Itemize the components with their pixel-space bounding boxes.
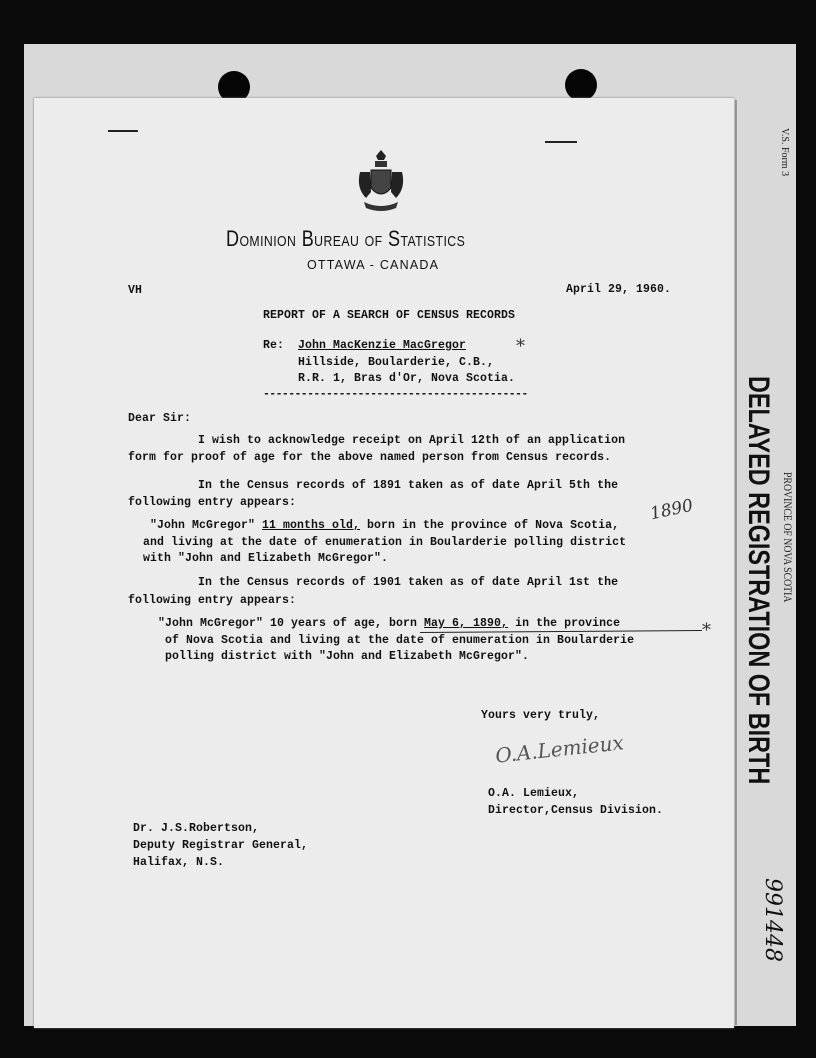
- entry1-line1: [150, 519, 619, 532]
- separator: ------------------------------------------: [263, 388, 528, 401]
- entry2-line2: of Nova Scotia and living at the date of enumeration in Boularderie: [165, 634, 635, 647]
- form-id: V.S. Form 3: [779, 128, 790, 177]
- recipient-line2: Deputy Registrar General,: [133, 839, 309, 852]
- re-address-2: R.R. 1, Bras d'Or, Nova Scotia.: [298, 372, 516, 385]
- signature: O.A.Lemieux: [494, 730, 625, 768]
- fold-mark: [545, 141, 577, 143]
- entry2-line1: [158, 617, 620, 630]
- para3-line1: In the Census records of 1901 taken as of date April 1st the: [198, 576, 619, 589]
- entry1-text: "John McGregor": [150, 519, 263, 532]
- re-address-1: Hillside, Boularderie, C.B.,: [298, 356, 495, 369]
- fold-mark: [108, 130, 138, 132]
- entry2-line3: polling district with "John and Elizabeth McGregor".: [165, 650, 530, 663]
- para2-line2: following entry appears:: [128, 496, 297, 509]
- entry2-text: in the province: [508, 617, 621, 630]
- entry1-age: 11 months old,: [262, 519, 361, 532]
- entry2-birthdate: May 6, 1890,: [424, 617, 509, 630]
- coat-of-arms-icon: [356, 148, 406, 218]
- letterhead-title: Dominion Bureau of Statistics: [226, 226, 466, 251]
- punch-hole: [565, 69, 597, 101]
- entry1-text: born in the province of Nova Scotia,: [360, 519, 620, 532]
- closing: Yours very truly,: [481, 709, 601, 722]
- recipient-line1: Dr. J.S.Robertson,: [133, 822, 260, 835]
- year-note: 1890: [648, 495, 695, 525]
- report-heading: REPORT OF A SEARCH OF CENSUS RECORDS: [263, 309, 516, 322]
- entry2-text: "John McGregor" 10 years of age, born: [158, 617, 425, 630]
- side-form-heading: DELAYED REGISTRATION OF BIRTH: [742, 376, 775, 785]
- para2-line1: In the Census records of 1891 taken as of date April 5th the: [198, 479, 619, 492]
- typist-initials: VH: [128, 284, 143, 297]
- re-label: Re:: [263, 339, 285, 352]
- asterisk-mark: *: [702, 620, 711, 641]
- letterhead-location: OTTAWA - CANADA: [307, 258, 440, 272]
- signer-name: O.A. Lemieux,: [488, 787, 580, 800]
- sheet-edge: [735, 100, 737, 1025]
- para1-line1: I wish to acknowledge receipt on April 12th of an application: [198, 434, 626, 447]
- recipient-line3: Halifax, N.S.: [133, 856, 225, 869]
- signer-title: Director,Census Division.: [488, 804, 664, 817]
- asterisk-mark: *: [516, 336, 525, 357]
- salutation: Dear Sir:: [128, 412, 192, 425]
- letter-date: April 29, 1960.: [566, 283, 672, 296]
- para1-line2: form for proof of age for the above named person from Census records.: [128, 451, 612, 464]
- entry1-line3: with "John and Elizabeth McGregor".: [143, 552, 389, 565]
- re-name: John MacKenzie MacGregor: [298, 339, 467, 352]
- para3-line2: following entry appears:: [128, 594, 297, 607]
- province-label: PROVINCE OF NOVA SCOTIA: [781, 472, 793, 603]
- entry1-line2: and living at the date of enumeration in Boularderie polling district: [143, 536, 627, 549]
- file-number: 991448: [760, 878, 785, 962]
